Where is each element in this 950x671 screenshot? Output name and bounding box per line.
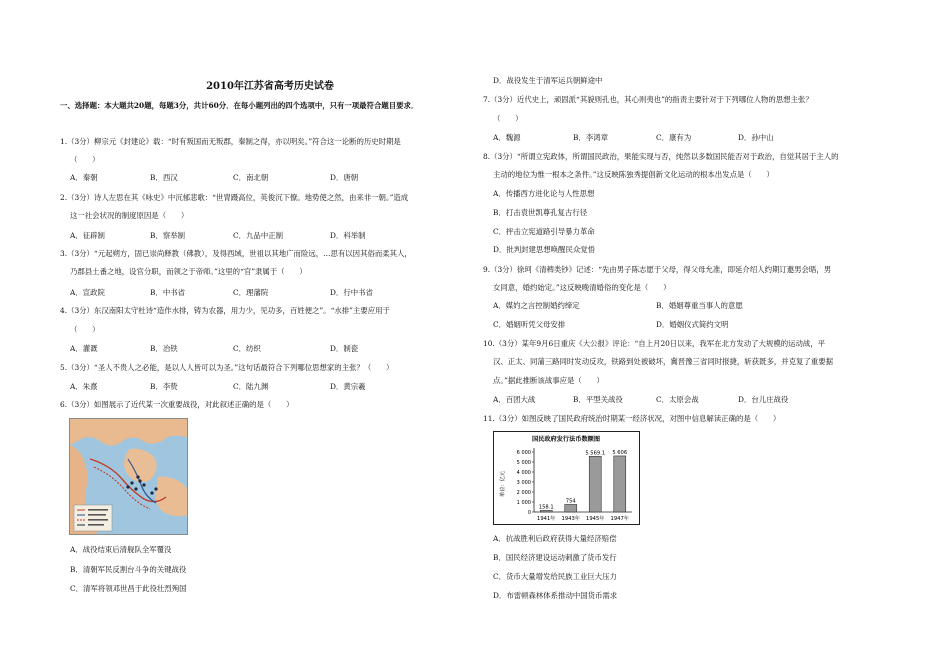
q1-option-b[interactable]: B．西汉: [150, 173, 178, 182]
q4-option-b[interactable]: B．冶铁: [150, 344, 178, 353]
q1-option-c[interactable]: C．南北朝: [233, 173, 269, 182]
q1-stem: 1.（3分）柳宗元《封建论》载：“时有叛国而无叛郡，秦制之得，亦以明矣。”符合这一论断的历史时期是: [60, 137, 401, 146]
chart-ylabel: 单位：亿元: [500, 471, 506, 497]
chart-bar: [589, 456, 601, 512]
q9-option-b[interactable]: B．婚姻尊重当事人的意愿: [656, 301, 743, 310]
chart-bar: [540, 510, 552, 512]
q5-stem: 5.（3分）“圣人不贵人之必能，是以人人皆可以为圣。”这句话最符合下列哪位思想家的主张？（ ）: [60, 363, 394, 372]
q2-stem-2: 这一社会状况的制度原因是（ ）: [70, 211, 189, 220]
q10-options: [493, 391, 893, 409]
q4-stem-2: （ ）: [70, 325, 100, 334]
chart-data-label: 5 569.1: [585, 450, 606, 457]
q8-option-b[interactable]: B．打击袁世凯尊孔复古行径: [493, 208, 588, 217]
q9-options-row1: [493, 297, 893, 315]
q9-option-c[interactable]: C．婚姻听凭父母安排: [493, 320, 566, 329]
q7-option-d[interactable]: D．孙中山: [738, 133, 774, 142]
q11-stem: 11.（3分）如图反映了国民政府统治时期某一经济状况，对图中信息解读正确的是（ ）: [483, 414, 781, 423]
q10-option-b[interactable]: B．平型关战役: [573, 395, 623, 404]
section-heading: 一、选择题：本大题共20题，每题3分，共计60分．在每小题列出的四个选项中，只有一项最符合题目要求．: [60, 101, 419, 110]
chart-ytick-label: 1 000: [516, 499, 531, 506]
chart-bar: [614, 456, 626, 512]
q1-option-d[interactable]: D．唐朝: [330, 173, 359, 182]
chart-ytick-label: 2 000: [516, 489, 531, 496]
q10-stem-3: 点。”据此推断该战事应是（ ）: [493, 376, 604, 385]
q4-option-c[interactable]: C．纺织: [233, 344, 261, 353]
chart-category-label: 1943年: [561, 516, 580, 522]
chart-title: 国民政府发行法币数额图: [531, 436, 601, 443]
battle-map-figure: [69, 418, 188, 535]
q10-stem-2: 汉、正太、同蒲三路同时发动反攻，铁路到处被破坏，冀晋豫三省同时报捷，斩获既多，并克复了重要据: [493, 357, 833, 366]
chart-ytick-label: 0: [527, 509, 531, 516]
chart-data-label: 5 606: [612, 449, 628, 456]
chart-category-label: 1945年: [586, 516, 605, 522]
q6-option-d[interactable]: D．战役发生于清军运兵朝鲜途中: [493, 76, 603, 85]
currency-chart: [493, 431, 640, 525]
q10-stem: 10.（3分）某年9月6日重庆《大公报》评论：“自上月20日以来，我军在北方发动了大规模的运动战，平: [483, 339, 826, 348]
chart-data-label: 158.1: [538, 504, 554, 511]
q9-option-d[interactable]: D．婚姻仪式简约文明: [656, 320, 729, 329]
q1-option-a[interactable]: A．秦朝: [70, 173, 98, 182]
chart-ytick-label: 6 000: [516, 449, 531, 456]
q8-stem-2: 主动的地位为惟一根本之条件。”这反映陈独秀提倡新文化运动的根本出发点是（ ）: [493, 170, 774, 179]
q7-option-c[interactable]: C．康有为: [656, 133, 692, 142]
q2-option-c[interactable]: C．九品中正制: [233, 231, 283, 240]
q5-options: [70, 378, 470, 396]
battle-map-image: [70, 419, 187, 534]
q3-stem: 3.（3分）“元起朔方，固已崇尚释教（佛教），及得西域，世祖以其地广而险远，…思有以因其俗而柔其人，: [60, 249, 412, 258]
q4-stem: 4.（3分）东汉南阳太守杜诗“造作水排，铸为农器，用力少，见功多，百姓便之”。“水排”主要应用于: [60, 306, 390, 315]
q7-options: [493, 129, 893, 147]
q4-option-d[interactable]: D．制瓷: [330, 344, 359, 353]
q7-stem: 7.（3分）近代史上，顽固派“其貌则孔也，其心则夷也”的指责主要针对于下列哪位人物的思想主张？: [483, 95, 813, 104]
chart-category-label: 1941年: [537, 516, 556, 522]
q1-stem-2: （ ）: [70, 155, 100, 164]
q6-option-c[interactable]: C．清军将领邓世昌于此役壮烈殉国: [70, 584, 187, 593]
q3-option-c[interactable]: C．理藩院: [233, 288, 269, 297]
q6-option-a[interactable]: A．战役结束后清舰队全军覆没: [70, 545, 172, 554]
q7-stem-2: （ ）: [493, 114, 523, 123]
q6-stem: 6.（3分）如图展示了近代某一次重要战役，对此叙述正确的是（ ）: [60, 400, 294, 409]
q7-option-a[interactable]: A．魏源: [493, 133, 521, 142]
q4-options: [70, 340, 470, 358]
q8-option-d[interactable]: D．批判封建思想唤醒民众觉悟: [493, 245, 596, 254]
q2-option-b[interactable]: B．察举制: [150, 231, 185, 240]
q8-stem: 8.（3分）“所谓立宪政体，所谓国民政治，果能实现与否，纯然以多数国民能否对于政治，自觉其居于主人的: [483, 152, 839, 161]
chart-data-label: 754: [565, 498, 576, 505]
q3-option-d[interactable]: D．行中书省: [330, 288, 373, 297]
q2-option-a[interactable]: A．征辟制: [70, 231, 105, 240]
q3-options: [70, 284, 470, 302]
q3-option-a[interactable]: A．宣政院: [70, 288, 105, 297]
q11-option-c[interactable]: C．货币大量增发给民族工业巨大压力: [493, 572, 617, 581]
chart-ytick-label: 3 000: [516, 479, 531, 486]
q11-option-b[interactable]: B．国民经济建设运动刺激了货币发行: [493, 553, 617, 562]
q10-option-d[interactable]: D．台儿庄战役: [738, 395, 789, 404]
q5-option-b[interactable]: B．李贽: [150, 382, 178, 391]
q2-option-d[interactable]: D．科举制: [330, 231, 366, 240]
q2-stem: 2.（3分）诗人左思在其《咏史》中沉郁悲歌：“世胄蹑高位，英俊沉下僚。地势使之然，由来非一朝。”造成: [60, 193, 409, 202]
q5-option-c[interactable]: C．陆九渊: [233, 382, 269, 391]
chart-ytick-label: 5 000: [516, 459, 531, 466]
chart-bar: [565, 504, 577, 512]
q3-option-b[interactable]: B．中书省: [150, 288, 185, 297]
q10-option-a[interactable]: A．百团大战: [493, 395, 536, 404]
q8-option-c[interactable]: C．抨击立宪道路引导暴力革命: [493, 227, 595, 236]
q9-option-a[interactable]: A．媒妁之言控制婚约缔定: [493, 301, 580, 310]
q1-options: [70, 169, 470, 187]
q2-options: [70, 227, 470, 245]
q4-option-a[interactable]: A．灌溉: [70, 344, 98, 353]
q3-stem-2: 乃郡县土番之地，设官分职，而领之于帝师。”这里的“官”隶属于（ ）: [70, 267, 307, 276]
page-title: 2010年江苏省高考历史试卷: [206, 81, 334, 92]
q5-option-a[interactable]: A．朱熹: [70, 382, 98, 391]
q9-stem-2: 女同意，婚约始定。”这反映晚清婚俗的变化是（ ）: [493, 283, 671, 292]
q9-stem: 9.（3分）徐珂《清稗类钞》记述：“先由男子陈志愿于父母，得父母允准，即延介绍人约期订邀男会晤，男: [483, 265, 832, 274]
chart-ytick-label: 4 000: [516, 469, 531, 476]
q10-option-c[interactable]: C．太原会战: [656, 395, 699, 404]
q8-option-a[interactable]: A．传播西方进化论与人性思想: [493, 189, 595, 198]
q6-option-b[interactable]: B．清朝军民反割台斗争的关键战役: [70, 565, 187, 574]
q11-option-a[interactable]: A．抗战胜利后政府获得大量经济赔偿: [493, 534, 617, 543]
q9-options-row2: [493, 316, 893, 334]
chart-category-label: 1947年: [610, 516, 629, 522]
q7-option-b[interactable]: B．李鸿章: [573, 133, 608, 142]
currency-chart-svg: [494, 432, 639, 524]
q5-option-d[interactable]: D．黄宗羲: [330, 382, 366, 391]
q11-option-d[interactable]: D．布雷顿森林体系推动中国货币需求: [493, 591, 618, 600]
